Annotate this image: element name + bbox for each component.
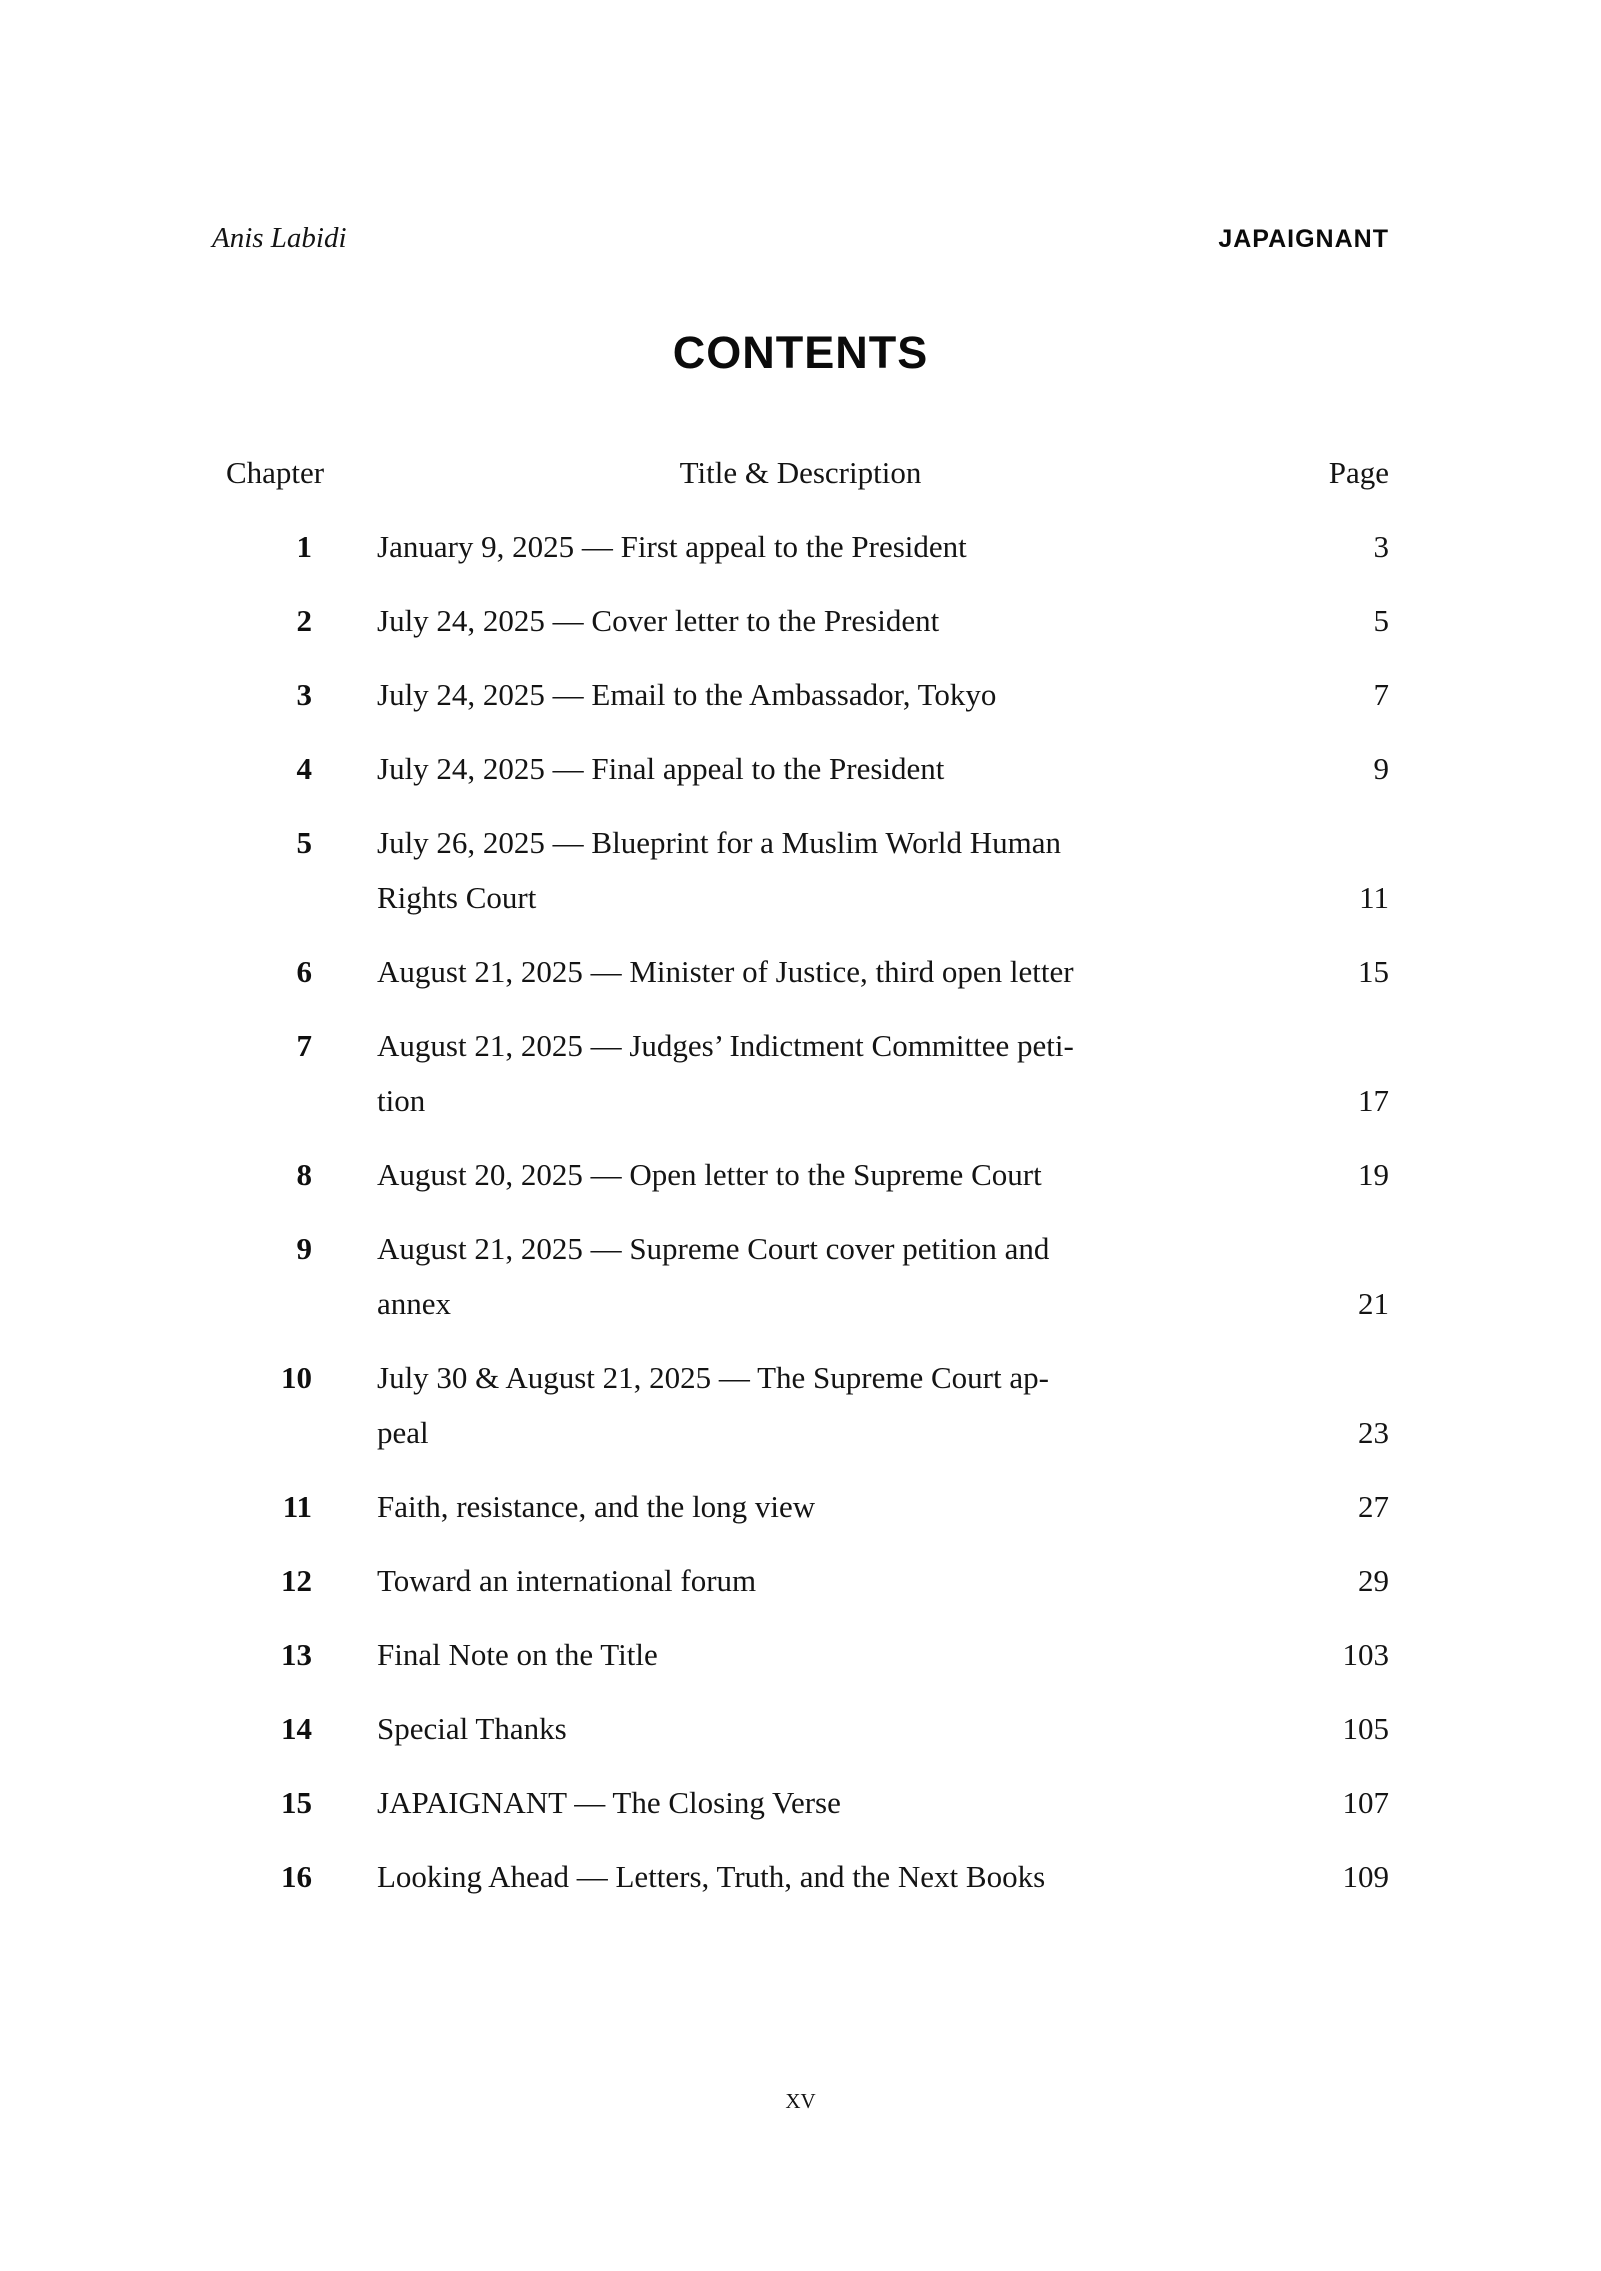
entry-title [377,1350,1224,1460]
entry-page: 9 [1373,751,1389,786]
chapter-number: 8 [296,1157,312,1192]
chapter-number: 11 [282,1489,312,1524]
entry-title-line: July 30 & August 21, 2025 — The Supreme Court ap- [377,1360,1049,1395]
entry-title [377,1479,1224,1534]
toc-entry [212,1627,1389,1682]
entry-page: 5 [1373,603,1389,638]
entry-title [377,1221,1224,1331]
entry-title [377,741,1224,796]
entry-title-line: July 26, 2025 — Blueprint for a Muslim World Human [377,825,1062,860]
entry-page: 17 [1358,1083,1389,1118]
toc-entry [212,1849,1389,1904]
chapter-number: 5 [296,825,312,860]
toc-entry [212,1350,1389,1460]
table-of-contents [212,445,1389,1904]
chapter-number: 1 [296,529,312,564]
toc-entry [212,1701,1389,1756]
entry-title-line: Faith, resistance, and the long view [377,1489,816,1524]
entry-page: 27 [1358,1489,1389,1524]
entry-title-line: Special Thanks [377,1711,567,1746]
entry-title [377,1018,1224,1128]
chapter-number: 15 [281,1785,312,1820]
entry-page: 29 [1358,1563,1389,1598]
toc-header-row [212,445,1389,500]
entry-title-line: Final Note on the Title [377,1637,658,1672]
entry-title-line: Toward an international forum [377,1563,757,1598]
page-title: CONTENTS [672,327,929,378]
chapter-number: 2 [296,603,312,638]
chapter-number: 10 [281,1360,312,1395]
chapter-number: 4 [296,751,312,786]
author-name: Anis Labidi [212,222,347,254]
entry-title-line: July 24, 2025 — Cover letter to the President [377,603,940,638]
chapter-number: 6 [296,954,312,989]
entry-title [377,1627,1224,1682]
toc-entry [212,667,1389,722]
chapter-number: 14 [281,1711,312,1746]
column-header-chapter: Chapter [226,455,325,490]
toc-entry [212,1479,1389,1534]
toc-entry [212,593,1389,648]
entry-title [377,667,1224,722]
folio-page-number: xv [785,2082,816,2115]
entry-page: 3 [1373,529,1389,564]
running-header [212,222,1389,255]
toc-entry [212,519,1389,574]
entry-page: 21 [1358,1286,1389,1321]
entry-title-line: January 9, 2025 — First appeal to the President [377,529,967,564]
entry-page: 103 [1342,1637,1389,1672]
entry-title-line: August 21, 2025 — Minister of Justice, third open letter [377,954,1074,989]
page-content [212,0,1389,1923]
toc-entry [212,815,1389,925]
entry-title-line: Rights Court [377,880,537,915]
column-header-title: Title & Description [679,455,922,490]
entry-title-line: annex [377,1286,452,1321]
entry-title-line: July 24, 2025 — Email to the Ambassador, Tokyo [377,677,997,712]
entry-title [377,1775,1224,1830]
column-header-page: Page [1328,455,1389,490]
entry-title-line: August 21, 2025 — Supreme Court cover petition and [377,1231,1050,1266]
entry-title-line: August 20, 2025 — Open letter to the Supreme Court [377,1157,1042,1192]
entry-page: 23 [1358,1415,1389,1450]
entry-title-line: peal [377,1415,429,1450]
toc-entry [212,1221,1389,1331]
entry-title [377,1147,1224,1202]
chapter-number: 9 [296,1231,312,1266]
entry-title [377,519,1224,574]
toc-entry [212,944,1389,999]
toc-entry [212,1553,1389,1608]
entry-page: 109 [1342,1859,1389,1894]
toc-body [212,519,1389,1904]
entry-title-line: JAPAIGNANT — The Closing Verse [377,1785,841,1820]
entry-title [377,1553,1224,1608]
entry-title [377,1849,1224,1904]
toc-entry [212,1775,1389,1830]
toc-entry [212,1147,1389,1202]
entry-title-line: July 24, 2025 — Final appeal to the President [377,751,945,786]
entry-page: 19 [1358,1157,1389,1192]
toc-entry [212,1018,1389,1128]
book-title: JAPAIGNANT [1218,225,1389,253]
chapter-number: 16 [281,1859,312,1894]
entry-title [377,815,1224,925]
entry-page: 107 [1342,1785,1389,1820]
chapter-number: 13 [281,1637,312,1672]
chapter-number: 12 [281,1563,312,1598]
entry-page: 105 [1342,1711,1389,1746]
entry-title [377,593,1224,648]
entry-page: 7 [1373,677,1389,712]
entry-title-line: August 21, 2025 — Judges’ Indictment Committee peti- [377,1028,1074,1063]
toc-entry [212,741,1389,796]
entry-title [377,944,1224,999]
entry-title-line: tion [377,1083,426,1118]
entry-title-line: Looking Ahead — Letters, Truth, and the Next Books [377,1859,1046,1894]
entry-title [377,1701,1224,1756]
entry-page: 11 [1359,880,1389,915]
chapter-number: 7 [296,1028,312,1063]
entry-page: 15 [1358,954,1389,989]
chapter-number: 3 [296,677,312,712]
